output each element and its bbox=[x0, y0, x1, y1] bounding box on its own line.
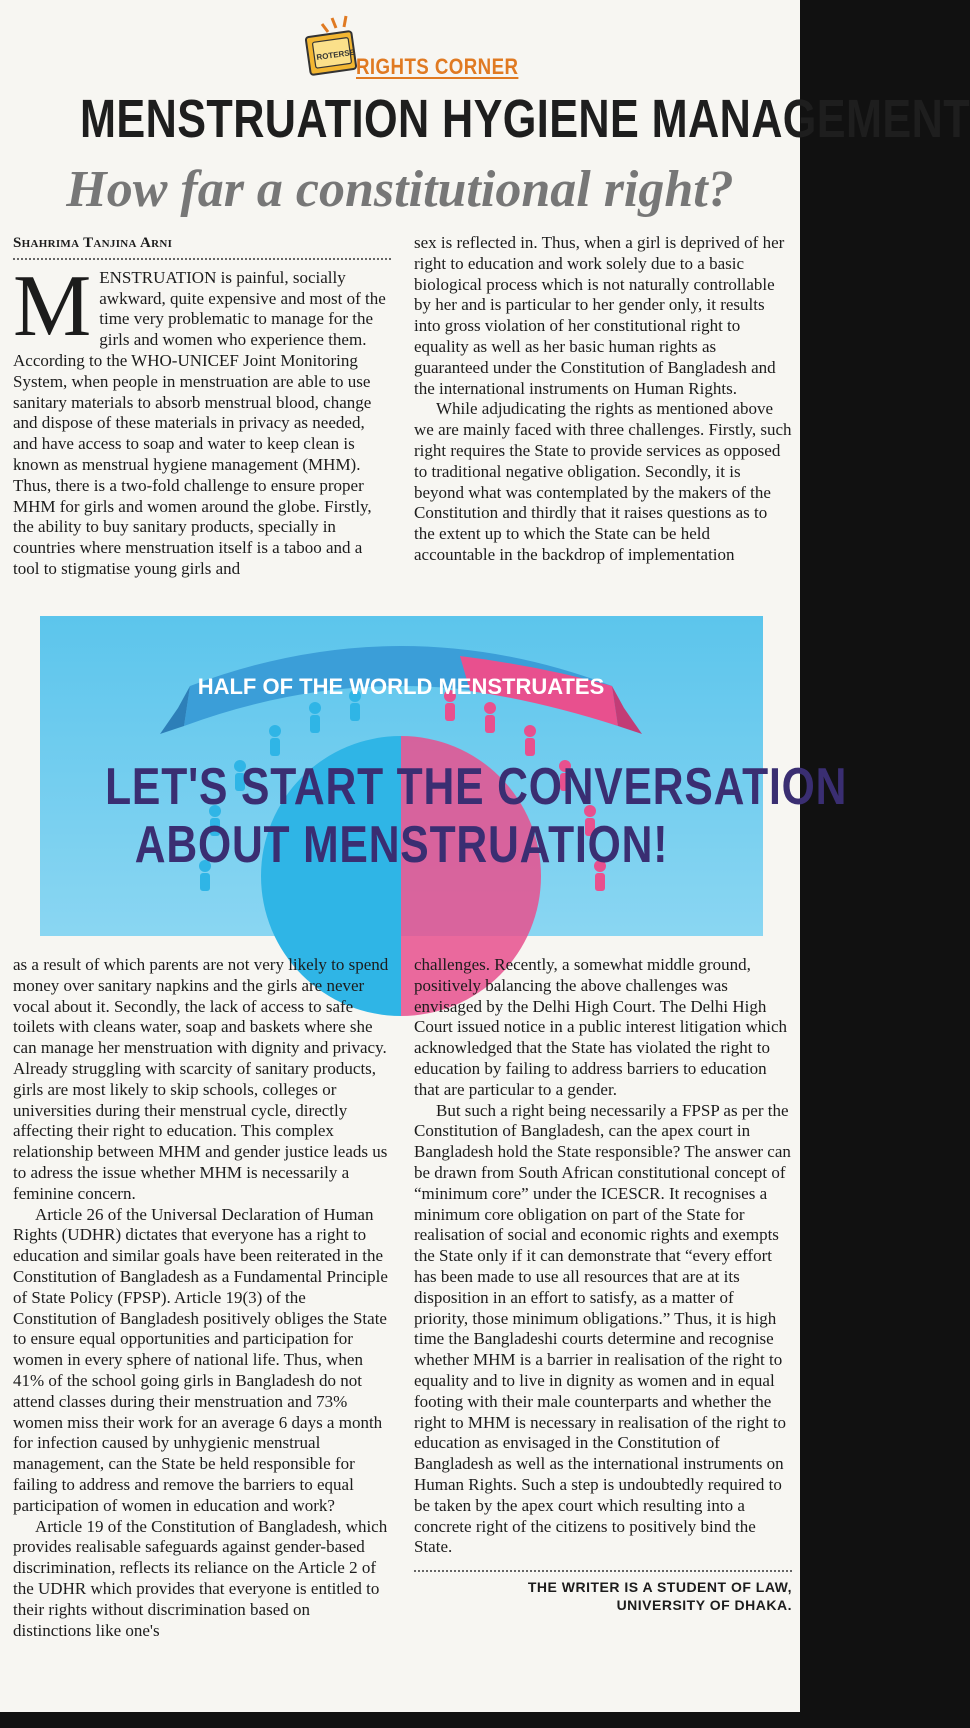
illustration-title-line-2: ABOUT MENSTRUATION! bbox=[134, 816, 669, 874]
paragraph: sex is reflected in. Thus, when a girl is deprived of her right to education and work solely due to a basic biological process which is not naturally controllable by her and is particular to her gender only, it results into gross violation of her constitutional right to equality as well as her basic human rights as guaranteed under the Constitution of Bangladesh and the international instruments on Human Rights. bbox=[414, 233, 785, 398]
column-3 bbox=[13, 955, 391, 1641]
headline: MENSTRUATION HYGIENE MANAGEMENT bbox=[80, 89, 970, 149]
paragraph: as a result of which parents are not very likely to spend money over sanitary napkins and the girls are never vocal about it. Secondly, the lack of access to safe toilets with cleans water, soap and baskets where she can manage her menstruation with dignity and privacy. Already struggling with scarcity of sanitary products, girls are most likely to skip schools, colleges or universities during their menstrual cycle, directly affecting their right to education. This complex relationship between MHM and gender justice leads us to adress the issue whether MHM is necessarily a feminine concern. bbox=[13, 955, 389, 1203]
section-masthead bbox=[300, 14, 530, 78]
lead-paragraph bbox=[13, 257, 391, 580]
paragraph: challenges. Recently, a somewhat middle ground, positively balancing the above challenges was envisaged by the Delhi High Court. The Delhi High Court issued notice in a public interest litigation which acknowledged that the State has violated the right to education by failing to address barriers to education that are particular to a gender. bbox=[414, 955, 787, 1099]
lead-text: ENSTRUATION is painful, socially awkward, quite expensive and most of the time very problematic to manage for the girls and women who experience them. According to the WHO-UNICEF Joint Monitoring System, when people in menstruation are able to use sanitary materials to absorb menstrual blood, change and dispose of these materials in privacy as needed, and have access to soap and water to keep clean is known as menstrual hygiene management (MHM). Thus, there is a two-fold challenge to ensure proper MHM for girls and women around the globe. Firstly, the ability to buy sanitary products, specially in countries where menstruation itself is a taboo and a tool to stigmatise young girls and bbox=[13, 267, 386, 578]
paragraph: But such a right being necessarily a FPSP as per the Constitution of Bangladesh, can the apex court in Bangladesh hold the State responsible? The answer can be drawn from South African constitutional concept of “minimum core” under the ICESCR. It recognises a minimum core obligation on part of the State for realisation of social and economic rights and exempts the State only if it can demonstrate that “every effort has been made to use all resources that are at its disposition in an effort to satisfy, as a matter of priority, those minimum obligations.” Thus, it is high time the Bangladeshi courts determine and recognise whether MHM is a barrier in realisation of the right to equality and to live in dignity as women and in equal footing with their male counterparts and whether the right to MHM is necessary in realisation of the right to education as envisaged in the Constitution of Bangladesh as well as the international instruments on Human Rights. Such a step is undoubtedly required to be taken by the apex court which resulting into a concrete right of the citizens to positively bind the State. bbox=[414, 1100, 791, 1557]
article-illustration bbox=[40, 616, 848, 936]
subheadline: How far a constitutional right? bbox=[66, 161, 734, 218]
end-rule bbox=[414, 1570, 792, 1614]
column-2 bbox=[414, 233, 792, 566]
writer-credit-line-2: UNIVERSITY OF DHAKA. bbox=[616, 1597, 792, 1614]
byline: Shahrima Tanjina Arni bbox=[13, 233, 391, 260]
banner-text: HALF OF THE WORLD MENSTRUATES bbox=[197, 674, 605, 699]
drop-cap: M bbox=[13, 257, 92, 355]
column-1 bbox=[13, 233, 391, 580]
paragraph: Article 26 of the Universal Declaration of Human Rights (UDHR) dictates that everyone has a right to education and similar goals have been reiterated in the Constitution of Bangladesh as a Fundamental Principle of State Policy (FPSP). Article 19(3) of the Constitution of Bangladesh positively obliges the State to ensure equal opportunities and participation for women in every sphere of national life. Thus, when 41% of the school going girls in Bangladesh do not attend classes during their menstruation and 73% women miss their work for an average 6 days a month for infection caused by unhygienic menstrual management, can the State be held responsible for failing to address and remove the barriers to equal participation of women in education and work? bbox=[13, 1204, 388, 1515]
badge-text: ROTERSE bbox=[315, 47, 356, 63]
writer-credit-line-1: THE WRITER IS A STUDENT OF LAW, bbox=[527, 1579, 792, 1596]
section-label: RIGHTS CORNER bbox=[356, 54, 519, 79]
paragraph: While adjudicating the rights as mentioned above we are mainly faced with three challenges. Firstly, such right requires the State to provide services as opposed to traditional negative obligation. Secondly, it is beyond what was contemplated by the makers of the Constitution and thirdly that it raises questions as to the extent up to which the State can be held accountable in the backdrop of implementation bbox=[414, 399, 792, 564]
column-4 bbox=[414, 955, 792, 1614]
illustration-title-line-1: LET'S START THE CONVERSATION bbox=[105, 758, 848, 816]
paragraph: Article 19 of the Constitution of Bangladesh, which provides realisable safeguards against gender-based discrimination, reflects its reliance on the Article 2 of the UDHR which provides that everyone is entitled to their rights without discrimination based on distinctions like one's bbox=[13, 1516, 388, 1640]
